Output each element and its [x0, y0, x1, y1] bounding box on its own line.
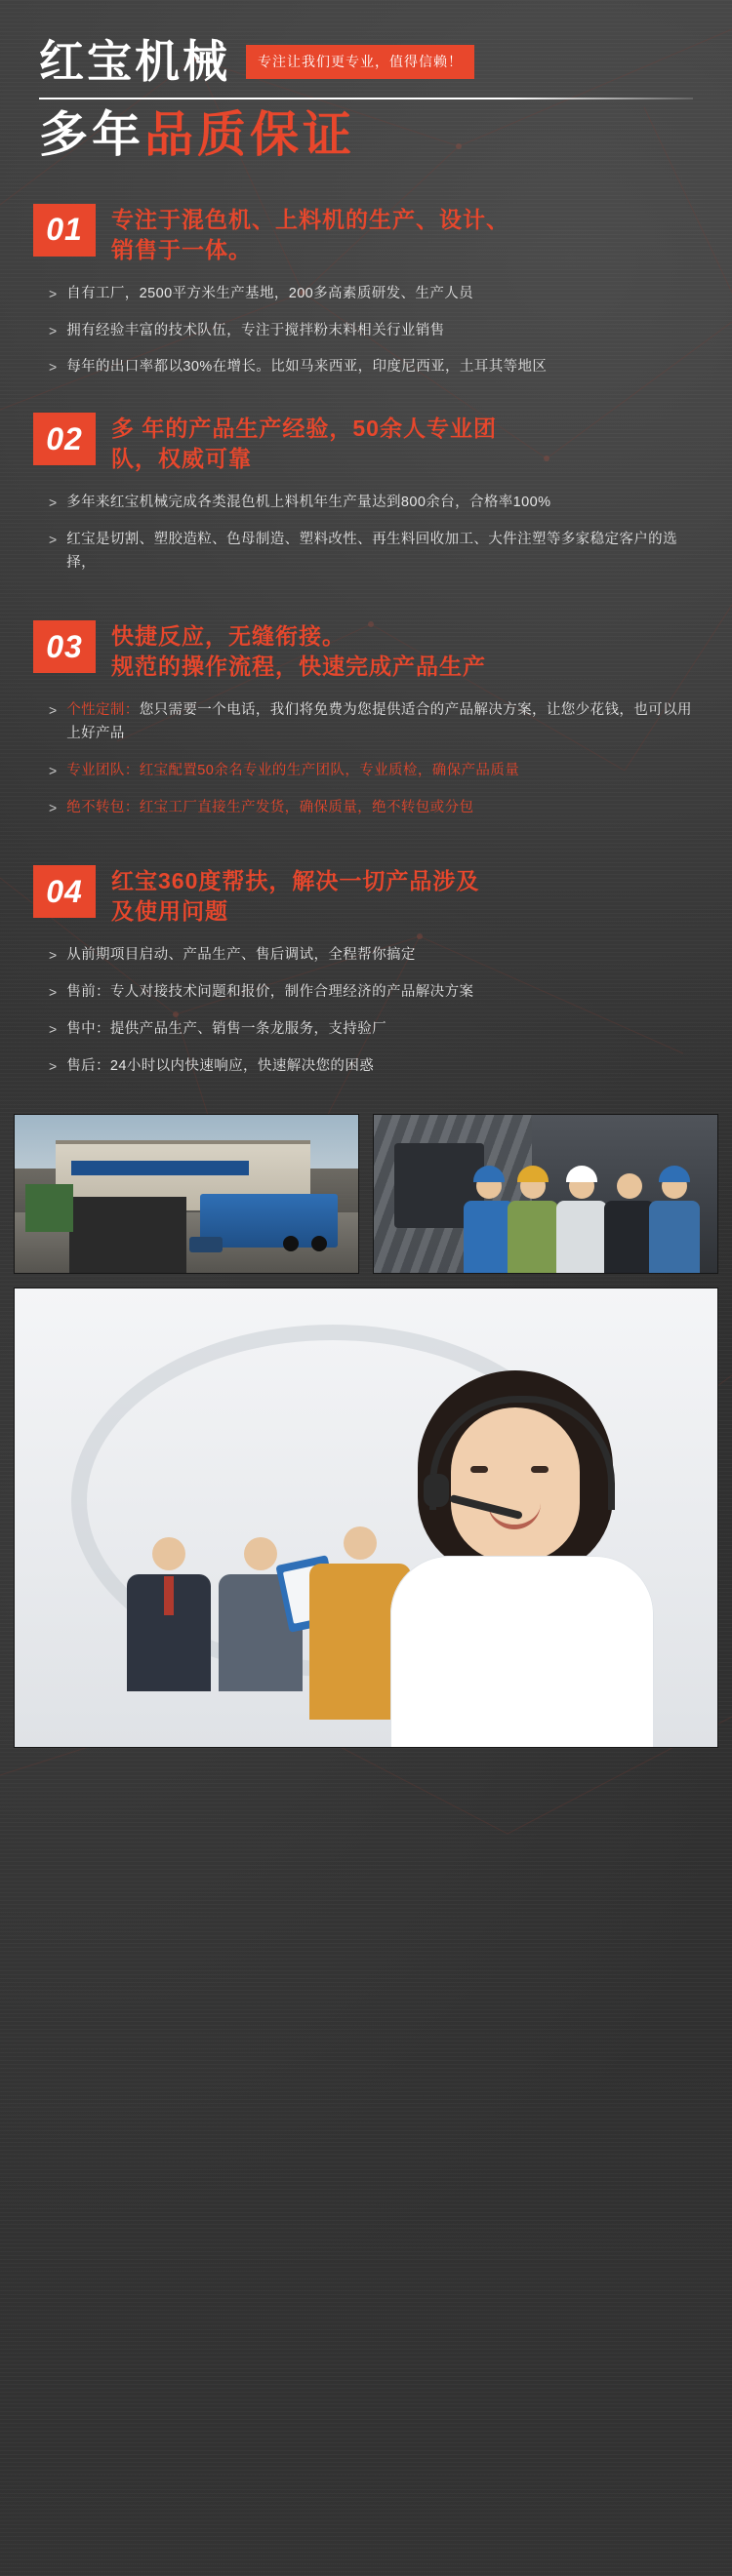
list-item-lead: 个性定制：: [66, 702, 140, 719]
chevron-right-icon: >: [49, 359, 58, 376]
person-head: [244, 1537, 277, 1570]
list-item: [49, 356, 699, 379]
worker-head: [476, 1173, 502, 1199]
factory-photo: [14, 1114, 359, 1274]
list-item-text: 从前期项目启动、产品生产、售后调试，全程帮你搞定: [66, 947, 416, 964]
section-01-title-line-2: 销售于一体。: [111, 236, 252, 262]
chevron-right-icon: >: [49, 702, 58, 719]
section-04: [0, 865, 732, 1079]
chevron-right-icon: >: [49, 984, 58, 1001]
service-photo: [14, 1288, 718, 1748]
section-02-bullets: [33, 492, 699, 575]
section-01-bullets: [33, 283, 699, 380]
factory-signboard: [71, 1161, 249, 1175]
section-03-bullets: [33, 699, 699, 820]
section-03: [0, 620, 732, 820]
list-item: [49, 981, 699, 1005]
chevron-right-icon: >: [49, 947, 58, 964]
team-photo: [373, 1114, 718, 1274]
chevron-right-icon: >: [49, 322, 58, 338]
background-person: [127, 1537, 211, 1691]
section-01-title-line-1: 专注于混色机、上料机的生产、设计、: [111, 206, 509, 232]
list-item: [49, 760, 699, 783]
section-02-number: 02: [33, 413, 96, 465]
helmet-icon: [614, 1166, 645, 1182]
worker-body: [464, 1201, 514, 1273]
section-02-title: [111, 413, 497, 474]
worker: [556, 1173, 607, 1273]
brand-title: 红宝机械: [39, 36, 230, 87]
worker: [464, 1173, 514, 1273]
truck-wheel: [311, 1236, 327, 1251]
section-03-head: [33, 620, 699, 682]
list-item: [49, 699, 699, 746]
worker-head: [569, 1173, 594, 1199]
list-item: [49, 283, 699, 306]
section-03-title-line-1: 快捷反应，无缝衔接。: [111, 623, 346, 650]
list-item: [49, 320, 699, 343]
list-item-text: [66, 699, 699, 746]
section-03-title-line-2: 规范的操作流程，快速完成产品生产: [111, 654, 486, 680]
section-02-title-line-1: 多 年的产品生产经验，50余人专业团: [111, 416, 497, 442]
photo-row: [0, 1114, 732, 1274]
worker-body: [649, 1201, 700, 1273]
necktie: [164, 1576, 174, 1615]
factory-door: [69, 1197, 186, 1273]
headset-earcup-icon: [424, 1474, 449, 1507]
chevron-right-icon: >: [49, 532, 58, 548]
header-divider: [39, 98, 693, 99]
section-01-head: [33, 204, 699, 265]
list-item-text: 售后：24小时以内快速响应，快速解决您的困惑: [66, 1057, 375, 1074]
chevron-right-icon: >: [49, 495, 58, 511]
section-01: [0, 204, 732, 380]
section-02-title-line-2: 队，权威可靠: [111, 446, 252, 472]
worker-head: [520, 1173, 546, 1199]
list-item: [49, 492, 699, 515]
list-item-text: 拥有经验丰富的技术队伍，专注于搅拌粉末料相关行业销售: [66, 322, 445, 338]
chevron-right-icon: >: [49, 1020, 58, 1037]
chevron-right-icon: >: [49, 1057, 58, 1074]
list-item-text: 每年的出口率都以30%在增长。比如马来西亚，印度尼西亚，土耳其等地区: [66, 359, 548, 376]
poster-header: [0, 0, 732, 171]
team-illustration: [374, 1115, 717, 1273]
list-item-lead: 绝不转包：: [66, 800, 140, 816]
section-04-head: [33, 865, 699, 927]
worker: [508, 1173, 558, 1273]
list-item-body: 红宝配置50余名专业的生产团队，专业质检，确保产品质量: [139, 763, 520, 779]
list-item-body: 您只需要一个电话，我们将免费为您提供适合的产品解决方案，让您少花钱，也可以用上好产品: [66, 702, 692, 742]
section-02: [0, 413, 732, 575]
customer-service-agent: [367, 1357, 689, 1747]
list-item: [49, 1018, 699, 1042]
chevron-right-icon: >: [49, 285, 58, 301]
chevron-right-icon: >: [49, 763, 58, 779]
list-item-text: 红宝是切割、塑胶造粒、色母制造、塑料改性、再生料回收加工、大件注塑等多家稳定客户的选择，: [66, 532, 677, 572]
list-item-text: [66, 797, 473, 820]
list-item: [49, 1055, 699, 1079]
list-item: [49, 944, 699, 968]
section-03-title: [111, 620, 486, 682]
brand-subtitle-red: 品质保证: [144, 107, 355, 162]
factory-green-container: [25, 1184, 73, 1232]
section-01-number: 01: [33, 204, 96, 257]
section-03-number: 03: [33, 620, 96, 673]
section-04-number: 04: [33, 865, 96, 918]
worker-head: [662, 1173, 687, 1199]
manager-head: [617, 1173, 642, 1199]
section-01-title: [111, 204, 509, 265]
worker-body: [556, 1201, 607, 1273]
factory-illustration: [15, 1115, 358, 1273]
section-04-title-line-2: 及使用问题: [111, 898, 228, 925]
list-item: [49, 529, 699, 575]
list-item-text: [66, 760, 519, 783]
person-body: [127, 1574, 211, 1691]
delivery-truck: [200, 1194, 338, 1248]
brand-row: [39, 36, 693, 87]
service-illustration: [15, 1288, 717, 1747]
worker-body: [508, 1201, 558, 1273]
brand-tagline-badge: 专注让我们更专业，值得信赖！: [246, 45, 474, 79]
worker: [649, 1173, 700, 1273]
section-04-bullets: [33, 944, 699, 1079]
section-04-title: [111, 865, 479, 927]
person-head: [152, 1537, 185, 1570]
list-item-text: 自有工厂，2500平方米生产基地，200多高素质研发、生产人员: [66, 285, 474, 301]
brand-subtitle: [39, 109, 693, 161]
section-02-head: [33, 413, 699, 474]
manager-body: [604, 1201, 655, 1273]
manager: [604, 1173, 655, 1273]
agent-torso: [390, 1556, 654, 1748]
list-item-text: 多年来红宝机械完成各类混色机上料机年生产量达到800余台，合格率100%: [66, 495, 551, 511]
helmet-icon: [659, 1166, 690, 1182]
list-item-lead: 专业团队：: [66, 763, 140, 779]
chevron-right-icon: >: [49, 800, 58, 816]
list-item-text: 售前：专人对接技术问题和报价，制作合理经济的产品解决方案: [66, 984, 474, 1001]
helmet-icon: [566, 1166, 597, 1182]
list-item-text: 售中：提供产品生产、销售一条龙服务，支持验厂: [66, 1020, 386, 1037]
list-item-body: 红宝工厂直接生产发货，确保质量，绝不转包或分包: [139, 800, 474, 816]
brand-subtitle-white: 多年: [39, 107, 144, 162]
list-item: [49, 797, 699, 820]
section-04-title-line-1: 红宝360度帮扶，解决一切产品涉及: [111, 868, 480, 893]
